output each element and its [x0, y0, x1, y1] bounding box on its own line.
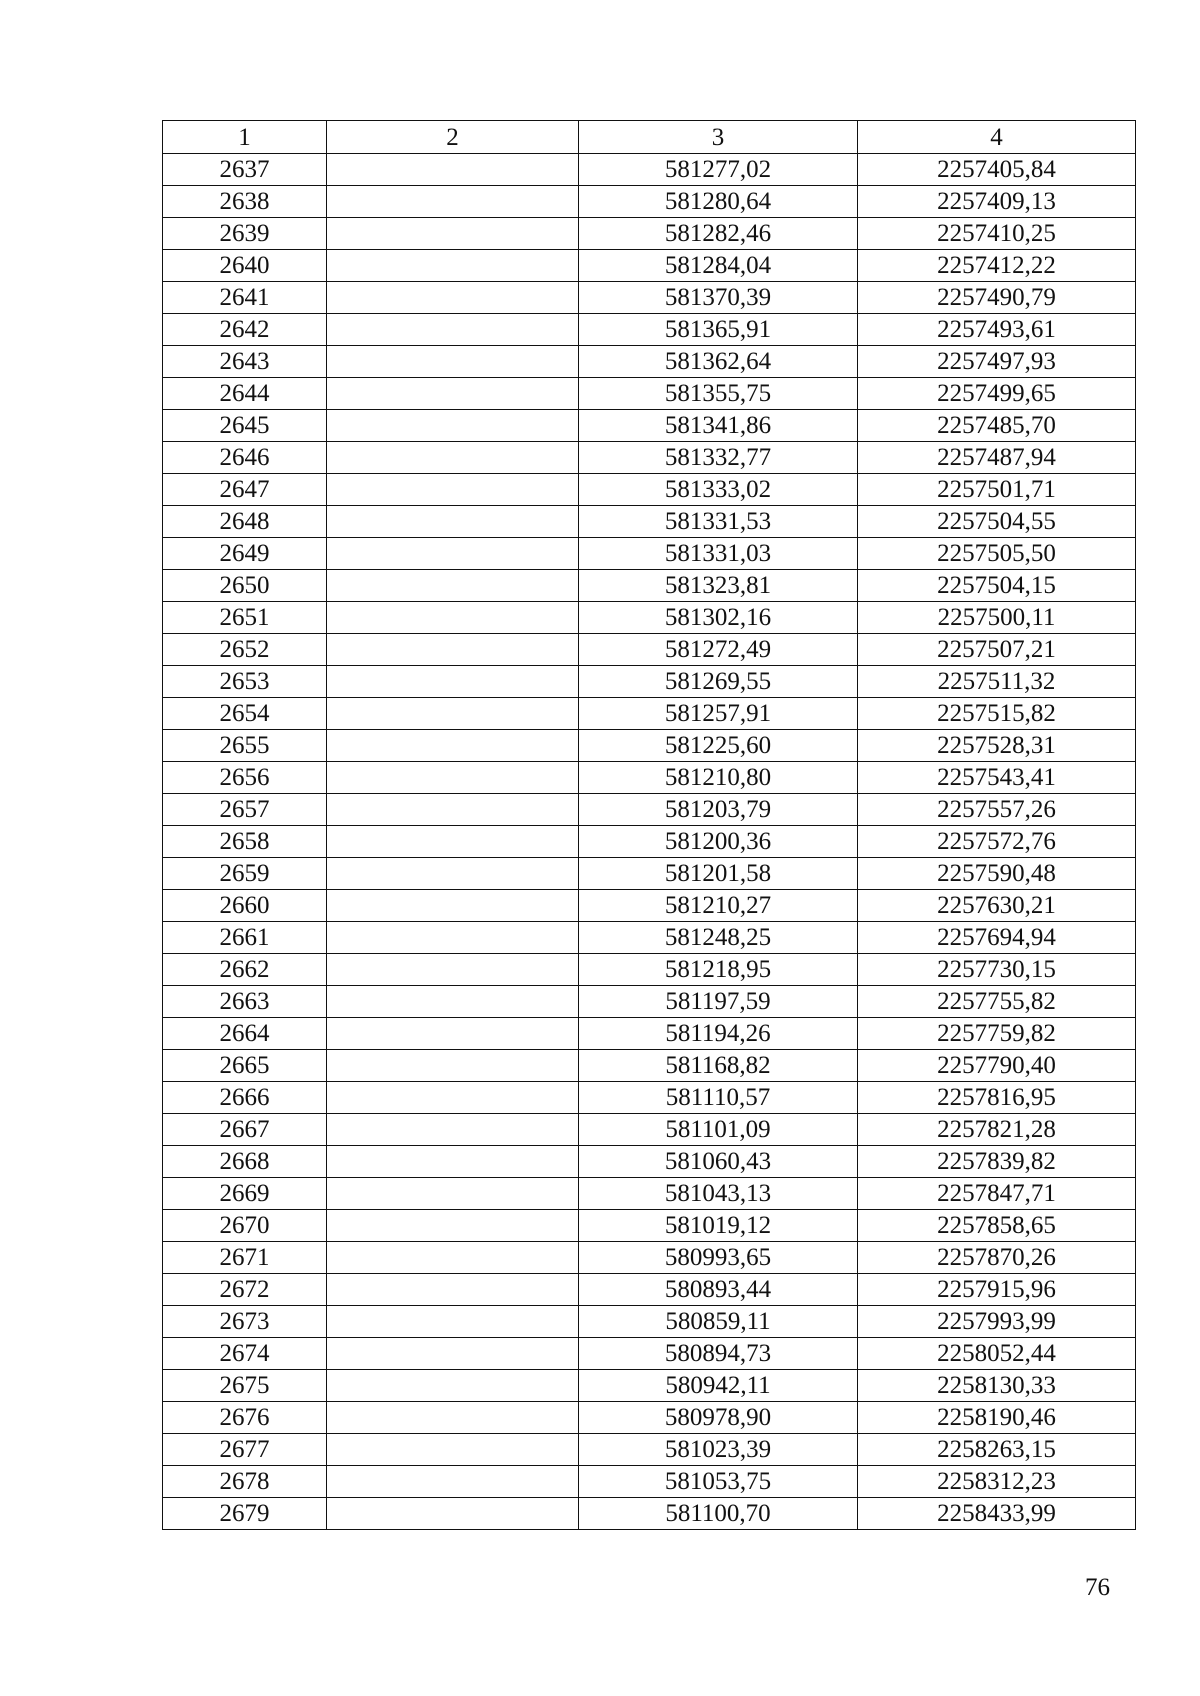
- description-cell: [327, 954, 579, 986]
- description-cell: [327, 1082, 579, 1114]
- table-row: [163, 1114, 1136, 1146]
- x-coordinate-cell: 580893,44: [579, 1274, 858, 1306]
- page-number: 76: [1085, 1574, 1110, 1601]
- description-cell: [327, 346, 579, 378]
- table-row: [163, 1178, 1136, 1210]
- table-row: [163, 346, 1136, 378]
- point-number-cell: 2655: [163, 730, 327, 762]
- table-row: [163, 666, 1136, 698]
- y-coordinate-cell: 2257504,55: [858, 506, 1136, 538]
- table-row: [163, 1050, 1136, 1082]
- point-number-cell: 2638: [163, 186, 327, 218]
- table-row: [163, 634, 1136, 666]
- x-coordinate-cell: 581248,25: [579, 922, 858, 954]
- description-cell: [327, 1338, 579, 1370]
- description-cell: [327, 1242, 579, 1274]
- table-row: [163, 1338, 1136, 1370]
- description-cell: [327, 986, 579, 1018]
- point-number-cell: 2647: [163, 474, 327, 506]
- y-coordinate-cell: 2258130,33: [858, 1370, 1136, 1402]
- x-coordinate-cell: 580942,11: [579, 1370, 858, 1402]
- table-row: [163, 730, 1136, 762]
- x-coordinate-cell: 581110,57: [579, 1082, 858, 1114]
- x-coordinate-cell: 581210,80: [579, 762, 858, 794]
- description-cell: [327, 794, 579, 826]
- table-row: [163, 794, 1136, 826]
- y-coordinate-cell: 2257505,50: [858, 538, 1136, 570]
- coordinates-table: [162, 120, 1136, 1530]
- point-number-cell: 2641: [163, 282, 327, 314]
- y-coordinate-cell: 2258052,44: [858, 1338, 1136, 1370]
- column-header-3: 3: [579, 121, 858, 154]
- y-coordinate-cell: 2257839,82: [858, 1146, 1136, 1178]
- table-row: [163, 1306, 1136, 1338]
- point-number-cell: 2649: [163, 538, 327, 570]
- point-number-cell: 2652: [163, 634, 327, 666]
- point-number-cell: 2653: [163, 666, 327, 698]
- description-cell: [327, 314, 579, 346]
- table-row: [163, 986, 1136, 1018]
- point-number-cell: 2643: [163, 346, 327, 378]
- x-coordinate-cell: 581210,27: [579, 890, 858, 922]
- table-row: [163, 1146, 1136, 1178]
- table-row: [163, 1082, 1136, 1114]
- point-number-cell: 2677: [163, 1434, 327, 1466]
- y-coordinate-cell: 2257412,22: [858, 250, 1136, 282]
- y-coordinate-cell: 2257816,95: [858, 1082, 1136, 1114]
- y-coordinate-cell: 2257858,65: [858, 1210, 1136, 1242]
- x-coordinate-cell: 581168,82: [579, 1050, 858, 1082]
- x-coordinate-cell: 581272,49: [579, 634, 858, 666]
- point-number-cell: 2658: [163, 826, 327, 858]
- description-cell: [327, 602, 579, 634]
- description-cell: [327, 634, 579, 666]
- x-coordinate-cell: 581203,79: [579, 794, 858, 826]
- y-coordinate-cell: 2257409,13: [858, 186, 1136, 218]
- point-number-cell: 2651: [163, 602, 327, 634]
- description-cell: [327, 1466, 579, 1498]
- table-row: [163, 698, 1136, 730]
- y-coordinate-cell: 2257694,94: [858, 922, 1136, 954]
- x-coordinate-cell: 581341,86: [579, 410, 858, 442]
- table-row: [163, 922, 1136, 954]
- description-cell: [327, 762, 579, 794]
- y-coordinate-cell: 2257507,21: [858, 634, 1136, 666]
- description-cell: [327, 442, 579, 474]
- y-coordinate-cell: 2258190,46: [858, 1402, 1136, 1434]
- description-cell: [327, 378, 579, 410]
- y-coordinate-cell: 2257490,79: [858, 282, 1136, 314]
- x-coordinate-cell: 581225,60: [579, 730, 858, 762]
- table-row: [163, 442, 1136, 474]
- table-row: [163, 506, 1136, 538]
- point-number-cell: 2675: [163, 1370, 327, 1402]
- point-number-cell: 2645: [163, 410, 327, 442]
- y-coordinate-cell: 2257821,28: [858, 1114, 1136, 1146]
- point-number-cell: 2648: [163, 506, 327, 538]
- description-cell: [327, 666, 579, 698]
- x-coordinate-cell: 581100,70: [579, 1498, 858, 1530]
- table-row: [163, 218, 1136, 250]
- y-coordinate-cell: 2258433,99: [858, 1498, 1136, 1530]
- y-coordinate-cell: 2257499,65: [858, 378, 1136, 410]
- point-number-cell: 2679: [163, 1498, 327, 1530]
- point-number-cell: 2673: [163, 1306, 327, 1338]
- description-cell: [327, 1434, 579, 1466]
- x-coordinate-cell: 581060,43: [579, 1146, 858, 1178]
- table-row: [163, 1018, 1136, 1050]
- y-coordinate-cell: 2257410,25: [858, 218, 1136, 250]
- table-row: [163, 570, 1136, 602]
- table-row: [163, 250, 1136, 282]
- point-number-cell: 2670: [163, 1210, 327, 1242]
- table-row: [163, 1370, 1136, 1402]
- description-cell: [327, 1306, 579, 1338]
- y-coordinate-cell: 2257993,99: [858, 1306, 1136, 1338]
- x-coordinate-cell: 581282,46: [579, 218, 858, 250]
- description-cell: [327, 1274, 579, 1306]
- column-header-2: 2: [327, 121, 579, 154]
- table-row: [163, 314, 1136, 346]
- y-coordinate-cell: 2258312,23: [858, 1466, 1136, 1498]
- description-cell: [327, 1178, 579, 1210]
- x-coordinate-cell: 581043,13: [579, 1178, 858, 1210]
- y-coordinate-cell: 2257500,11: [858, 602, 1136, 634]
- table-row: [163, 858, 1136, 890]
- table-row: [163, 890, 1136, 922]
- column-header-1: 1: [163, 121, 327, 154]
- point-number-cell: 2660: [163, 890, 327, 922]
- x-coordinate-cell: 581362,64: [579, 346, 858, 378]
- table-row: [163, 154, 1136, 186]
- x-coordinate-cell: 581269,55: [579, 666, 858, 698]
- description-cell: [327, 698, 579, 730]
- x-coordinate-cell: 580894,73: [579, 1338, 858, 1370]
- y-coordinate-cell: 2257515,82: [858, 698, 1136, 730]
- y-coordinate-cell: 2257790,40: [858, 1050, 1136, 1082]
- point-number-cell: 2672: [163, 1274, 327, 1306]
- point-number-cell: 2637: [163, 154, 327, 186]
- table-row: [163, 474, 1136, 506]
- y-coordinate-cell: 2257485,70: [858, 410, 1136, 442]
- description-cell: [327, 1210, 579, 1242]
- y-coordinate-cell: 2257497,93: [858, 346, 1136, 378]
- point-number-cell: 2674: [163, 1338, 327, 1370]
- y-coordinate-cell: 2257528,31: [858, 730, 1136, 762]
- point-number-cell: 2656: [163, 762, 327, 794]
- description-cell: [327, 858, 579, 890]
- description-cell: [327, 1018, 579, 1050]
- x-coordinate-cell: 581280,64: [579, 186, 858, 218]
- description-cell: [327, 506, 579, 538]
- description-cell: [327, 922, 579, 954]
- x-coordinate-cell: 581200,36: [579, 826, 858, 858]
- description-cell: [327, 1146, 579, 1178]
- y-coordinate-cell: 2257730,15: [858, 954, 1136, 986]
- table-row: [163, 762, 1136, 794]
- description-cell: [327, 186, 579, 218]
- point-number-cell: 2666: [163, 1082, 327, 1114]
- description-cell: [327, 570, 579, 602]
- description-cell: [327, 890, 579, 922]
- point-number-cell: 2663: [163, 986, 327, 1018]
- table-row: [163, 378, 1136, 410]
- x-coordinate-cell: 581284,04: [579, 250, 858, 282]
- description-cell: [327, 474, 579, 506]
- y-coordinate-cell: 2257915,96: [858, 1274, 1136, 1306]
- table-row: [163, 1402, 1136, 1434]
- point-number-cell: 2640: [163, 250, 327, 282]
- description-cell: [327, 1114, 579, 1146]
- x-coordinate-cell: 581053,75: [579, 1466, 858, 1498]
- table-row: [163, 826, 1136, 858]
- y-coordinate-cell: 2257590,48: [858, 858, 1136, 890]
- y-coordinate-cell: 2257487,94: [858, 442, 1136, 474]
- x-coordinate-cell: 581194,26: [579, 1018, 858, 1050]
- x-coordinate-cell: 581302,16: [579, 602, 858, 634]
- y-coordinate-cell: 2257504,15: [858, 570, 1136, 602]
- x-coordinate-cell: 581101,09: [579, 1114, 858, 1146]
- table-row: [163, 602, 1136, 634]
- x-coordinate-cell: 580993,65: [579, 1242, 858, 1274]
- description-cell: [327, 154, 579, 186]
- point-number-cell: 2650: [163, 570, 327, 602]
- x-coordinate-cell: 581331,53: [579, 506, 858, 538]
- point-number-cell: 2642: [163, 314, 327, 346]
- point-number-cell: 2678: [163, 1466, 327, 1498]
- description-cell: [327, 410, 579, 442]
- point-number-cell: 2668: [163, 1146, 327, 1178]
- table-row: [163, 1498, 1136, 1530]
- point-number-cell: 2661: [163, 922, 327, 954]
- table-row: [163, 1242, 1136, 1274]
- x-coordinate-cell: 581355,75: [579, 378, 858, 410]
- y-coordinate-cell: 2257557,26: [858, 794, 1136, 826]
- description-cell: [327, 1402, 579, 1434]
- description-cell: [327, 730, 579, 762]
- y-coordinate-cell: 2257511,32: [858, 666, 1136, 698]
- point-number-cell: 2667: [163, 1114, 327, 1146]
- y-coordinate-cell: 2257493,61: [858, 314, 1136, 346]
- y-coordinate-cell: 2258263,15: [858, 1434, 1136, 1466]
- x-coordinate-cell: 581257,91: [579, 698, 858, 730]
- table-row: [163, 538, 1136, 570]
- point-number-cell: 2639: [163, 218, 327, 250]
- table-body: [163, 154, 1136, 1530]
- x-coordinate-cell: 581218,95: [579, 954, 858, 986]
- point-number-cell: 2654: [163, 698, 327, 730]
- x-coordinate-cell: 580978,90: [579, 1402, 858, 1434]
- table-row: [163, 186, 1136, 218]
- x-coordinate-cell: 581323,81: [579, 570, 858, 602]
- description-cell: [327, 1370, 579, 1402]
- y-coordinate-cell: 2257405,84: [858, 154, 1136, 186]
- description-cell: [327, 250, 579, 282]
- y-coordinate-cell: 2257572,76: [858, 826, 1136, 858]
- table-row: [163, 410, 1136, 442]
- x-coordinate-cell: 580859,11: [579, 1306, 858, 1338]
- x-coordinate-cell: 581370,39: [579, 282, 858, 314]
- point-number-cell: 2669: [163, 1178, 327, 1210]
- x-coordinate-cell: 581019,12: [579, 1210, 858, 1242]
- table-row: [163, 1466, 1136, 1498]
- point-number-cell: 2664: [163, 1018, 327, 1050]
- table-row: [163, 1434, 1136, 1466]
- y-coordinate-cell: 2257501,71: [858, 474, 1136, 506]
- point-number-cell: 2662: [163, 954, 327, 986]
- point-number-cell: 2646: [163, 442, 327, 474]
- x-coordinate-cell: 581277,02: [579, 154, 858, 186]
- point-number-cell: 2671: [163, 1242, 327, 1274]
- table-row: [163, 282, 1136, 314]
- table-row: [163, 1210, 1136, 1242]
- x-coordinate-cell: 581197,59: [579, 986, 858, 1018]
- description-cell: [327, 282, 579, 314]
- header-row: [163, 121, 1136, 154]
- description-cell: [327, 1050, 579, 1082]
- x-coordinate-cell: 581023,39: [579, 1434, 858, 1466]
- y-coordinate-cell: 2257543,41: [858, 762, 1136, 794]
- description-cell: [327, 1498, 579, 1530]
- y-coordinate-cell: 2257755,82: [858, 986, 1136, 1018]
- point-number-cell: 2659: [163, 858, 327, 890]
- table-row: [163, 1274, 1136, 1306]
- y-coordinate-cell: 2257870,26: [858, 1242, 1136, 1274]
- point-number-cell: 2657: [163, 794, 327, 826]
- description-cell: [327, 538, 579, 570]
- y-coordinate-cell: 2257630,21: [858, 890, 1136, 922]
- y-coordinate-cell: 2257759,82: [858, 1018, 1136, 1050]
- description-cell: [327, 218, 579, 250]
- x-coordinate-cell: 581333,02: [579, 474, 858, 506]
- point-number-cell: 2665: [163, 1050, 327, 1082]
- description-cell: [327, 826, 579, 858]
- y-coordinate-cell: 2257847,71: [858, 1178, 1136, 1210]
- table-row: [163, 954, 1136, 986]
- x-coordinate-cell: 581365,91: [579, 314, 858, 346]
- column-header-4: 4: [858, 121, 1136, 154]
- x-coordinate-cell: 581331,03: [579, 538, 858, 570]
- point-number-cell: 2644: [163, 378, 327, 410]
- point-number-cell: 2676: [163, 1402, 327, 1434]
- x-coordinate-cell: 581201,58: [579, 858, 858, 890]
- x-coordinate-cell: 581332,77: [579, 442, 858, 474]
